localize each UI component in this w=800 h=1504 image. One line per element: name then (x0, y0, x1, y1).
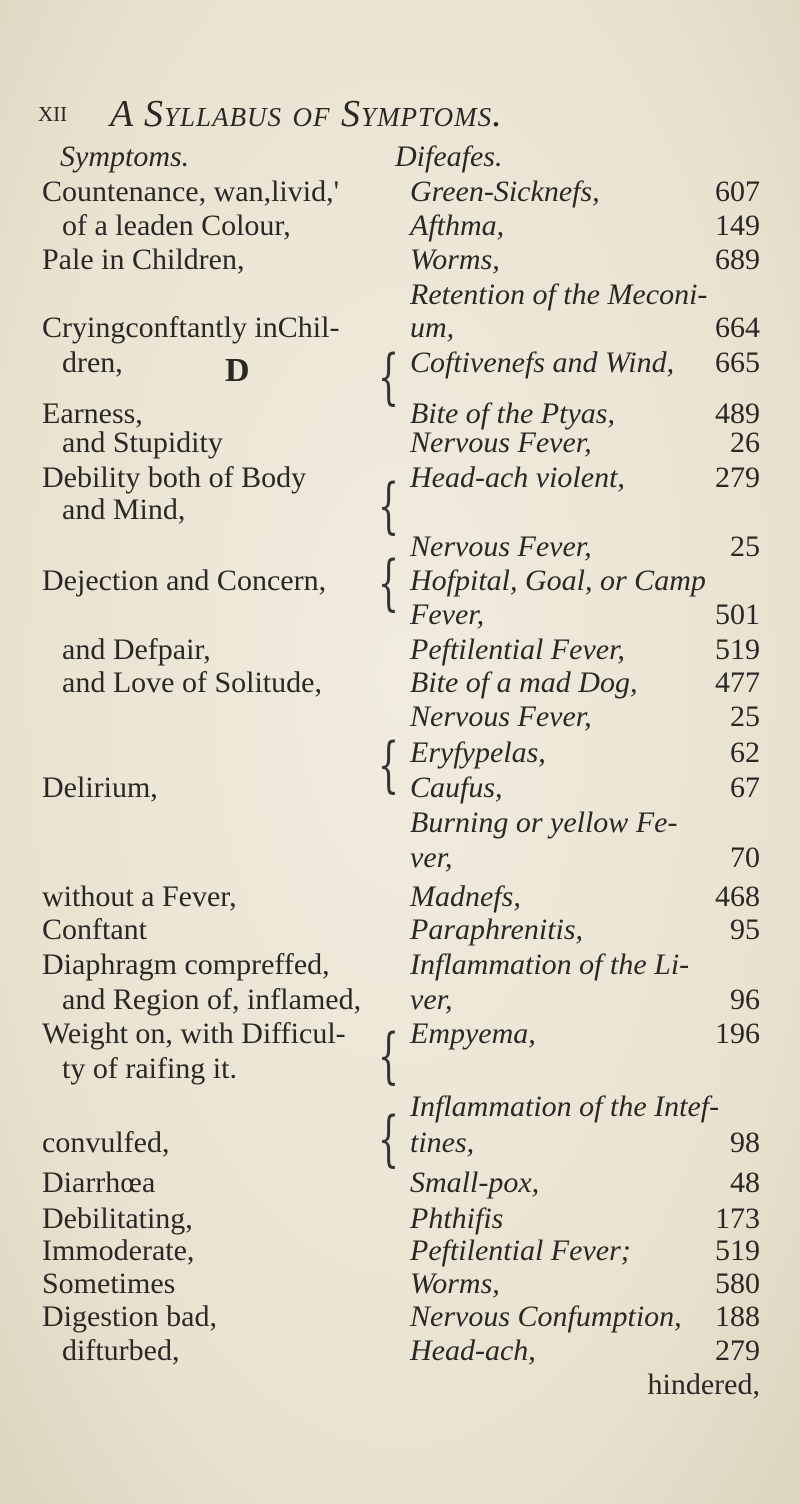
table-row (0, 1087, 800, 1127)
symptom-cell: Conftant (42, 913, 147, 946)
page-reference: 25 (730, 700, 760, 733)
disease-cell: ver, (410, 983, 453, 1016)
brace-icon: { (378, 730, 400, 800)
symptom-cell: Countenance, wan,livid,' (42, 175, 339, 208)
page-reference: 67 (730, 771, 760, 804)
disease-cell: Phthifis (410, 1202, 504, 1235)
table-row (0, 1123, 800, 1163)
page-title: A Syllabus of Symptoms. (110, 93, 503, 135)
page-reference: hindered, (647, 1368, 760, 1401)
symptom-cell: Earness, (42, 397, 143, 430)
disease-cell: ver, (410, 841, 453, 874)
diseases-column-heading: Difeafes. (395, 140, 503, 173)
symptom-cell: dren, (62, 346, 123, 379)
disease-cell: Nervous Fever, (410, 426, 592, 459)
disease-cell: Madnefs, (410, 880, 521, 913)
symptom-cell: ty of raifing it. (62, 1052, 237, 1085)
page-reference: 62 (730, 736, 760, 769)
page-reference: 149 (715, 209, 760, 242)
symptoms-column-heading: Symptoms. (60, 140, 190, 173)
disease-cell: um, (410, 311, 455, 344)
page-reference: 489 (715, 397, 760, 430)
symptom-cell: and Defpair, (62, 633, 211, 666)
disease-cell: Head-ach, (410, 1334, 536, 1367)
disease-cell: Caufus, (410, 771, 503, 804)
page-reference: 48 (730, 1166, 760, 1199)
table-row (0, 1163, 800, 1203)
disease-cell: Small-pox, (410, 1166, 540, 1199)
page-reference: 196 (715, 1017, 760, 1050)
brace-icon: { (378, 1104, 400, 1174)
disease-cell: Nervous Confumption, (410, 1300, 682, 1333)
disease-cell: Bite of the Ptyas, (410, 397, 615, 430)
page-reference: 26 (730, 426, 760, 459)
table-row (0, 1365, 800, 1405)
disease-cell: Inflammation of the Intef- (410, 1090, 720, 1123)
table-row (0, 343, 800, 383)
brace-icon: { (378, 342, 400, 412)
symptom-cell: Delirium, (42, 771, 158, 804)
table-row (0, 945, 800, 985)
disease-cell: Paraphrenitis, (410, 913, 584, 946)
table-row (0, 697, 800, 737)
page-folio: xii (38, 95, 68, 128)
symptom-cell: and Love of Solitude, (62, 666, 322, 699)
table-row (0, 1049, 800, 1089)
disease-cell: Peftilential Fever; (410, 1234, 631, 1267)
symptom-cell: Debility both of Body (42, 461, 307, 494)
symptom-cell: of a leaden Colour, (62, 209, 291, 242)
page-reference: 25 (730, 530, 760, 563)
disease-cell: tines, (410, 1126, 475, 1159)
table-row (0, 595, 800, 635)
table-row (0, 733, 800, 773)
disease-cell: Empyema, (410, 1017, 536, 1050)
page-reference: 519 (715, 633, 760, 666)
disease-cell: Head-ach violent, (410, 461, 625, 494)
brace-icon: { (378, 471, 400, 541)
disease-cell: Peftilential Fever, (410, 633, 625, 666)
symptom-cell: Dejection and Concern, (42, 564, 327, 597)
disease-cell: Nervous Fever, (410, 530, 592, 563)
table-row (0, 838, 800, 878)
symptom-cell: Immoderate, (42, 1234, 195, 1267)
table-row (0, 1014, 800, 1054)
symptom-cell: and Stupidity (62, 426, 223, 459)
page-reference: 477 (715, 666, 760, 699)
disease-cell: Burning or yellow Fe- (410, 806, 678, 839)
symptom-cell: without a Fever, (42, 880, 237, 913)
symptom-cell: and Mind, (62, 493, 186, 526)
page-reference: 98 (730, 1126, 760, 1159)
symptom-cell: Weight on, with Difficul- (42, 1017, 346, 1050)
symptom-cell: Digestion bad, (42, 1300, 217, 1333)
table-row (0, 768, 800, 808)
page-reference: 279 (715, 1334, 760, 1367)
table-row (0, 240, 800, 280)
page-reference: 580 (715, 1267, 760, 1300)
table-row (0, 423, 800, 463)
page-reference: 188 (715, 1300, 760, 1333)
table-row (0, 308, 800, 348)
disease-cell: Inflammation of the Li- (410, 948, 690, 981)
disease-cell: Nervous Fever, (410, 700, 592, 733)
page-reference: 96 (730, 983, 760, 1016)
page-reference: 665 (715, 346, 760, 379)
disease-cell: Bite of a mad Dog, (410, 666, 638, 699)
page-reference: 664 (715, 311, 760, 344)
disease-cell: Retention of the Meconi- (410, 278, 708, 311)
page-reference: 173 (715, 1202, 760, 1235)
page-reference: 70 (730, 841, 760, 874)
symptom-cell: Debilitating, (42, 1202, 193, 1235)
disease-cell: Eryfypelas, (410, 736, 546, 769)
symptom-cell: Cryingconftantly inChil- (42, 311, 340, 344)
brace-icon: { (378, 1021, 400, 1091)
disease-cell: Afthma, (410, 209, 505, 242)
brace-icon: { (378, 548, 400, 618)
table-row (0, 803, 800, 843)
symptom-cell: difturbed, (62, 1334, 180, 1367)
disease-cell: Coftivenefs and Wind, (410, 346, 675, 379)
page-reference: 95 (730, 913, 760, 946)
disease-cell: Worms, (410, 1267, 500, 1300)
table-row (0, 490, 800, 530)
page-reference: 279 (715, 461, 760, 494)
symptom-cell: Pale in Children, (42, 243, 245, 276)
symptom-cell: and Region of, inflamed, (62, 983, 362, 1016)
table-row (0, 910, 800, 950)
symptom-cell: Diarrhœa (42, 1166, 156, 1199)
page-reference: 501 (715, 598, 760, 631)
disease-cell: Fever, (410, 598, 485, 631)
disease-cell: Hofpital, Goal, or Camp (410, 564, 706, 597)
page-reference: 468 (715, 880, 760, 913)
page-reference: 689 (715, 243, 760, 276)
section-letter: D (225, 352, 250, 389)
disease-cell: Worms, (410, 243, 500, 276)
page-reference: 607 (715, 175, 760, 208)
symptom-cell: Sometimes (42, 1267, 176, 1300)
page-reference: 519 (715, 1234, 760, 1267)
symptom-cell: convulfed, (42, 1126, 170, 1159)
disease-cell: Green-Sicknefs, (410, 175, 600, 208)
symptom-cell: Diaphragm compreffed, (42, 948, 330, 981)
